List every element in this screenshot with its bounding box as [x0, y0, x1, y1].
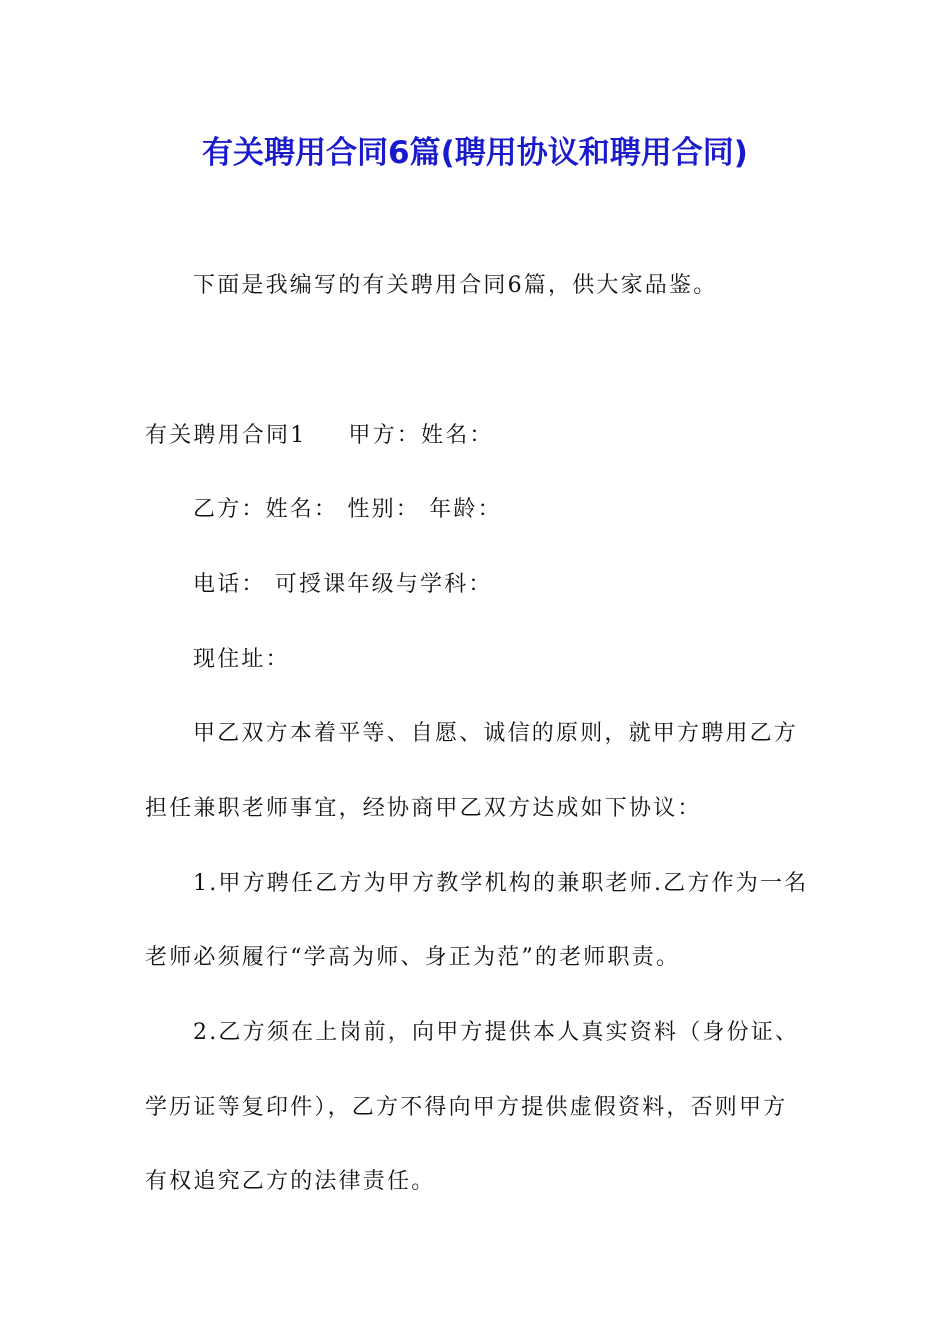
document-title: 有关聘用合同6篇(聘用协议和聘用合同) [202, 135, 748, 171]
intro-paragraph: 下面是我编写的有关聘用合同6篇，供大家品鉴。 [193, 273, 718, 298]
paragraph-line: 甲乙双方本着平等、自愿、诚信的原则，就甲方聘用乙方 [193, 721, 799, 746]
clause-2-line: 学历证等复印件），乙方不得向甲方提供虚假资料，否则甲方 [145, 1095, 788, 1120]
paragraph-line: 担任兼职老师事宜，经协商甲乙双方达成如下协议： [145, 796, 702, 821]
address-line: 现住址： [193, 647, 290, 672]
section-heading-row [145, 421, 494, 451]
section-heading: 有关聘用合同1 [145, 423, 307, 448]
clause-1-line: 老师必须履行“学高为师、身正为范”的老师职责。 [145, 945, 681, 970]
clause-2-line: 有权追究乙方的法律责任。 [145, 1169, 436, 1194]
phone-subject-line: 电话： 可授课年级与学科： [193, 572, 493, 597]
clause-2-line: 2.乙方须在上岗前，向甲方提供本人真实资料（身份证、 [193, 1020, 800, 1045]
clause-1-line: 1.甲方聘任乙方为甲方教学机构的兼职老师.乙方作为一名 [193, 871, 809, 896]
party-b-line: 乙方：姓名： 性别： 年龄： [193, 497, 502, 522]
party-a-line: 甲方：姓名： [348, 423, 494, 448]
